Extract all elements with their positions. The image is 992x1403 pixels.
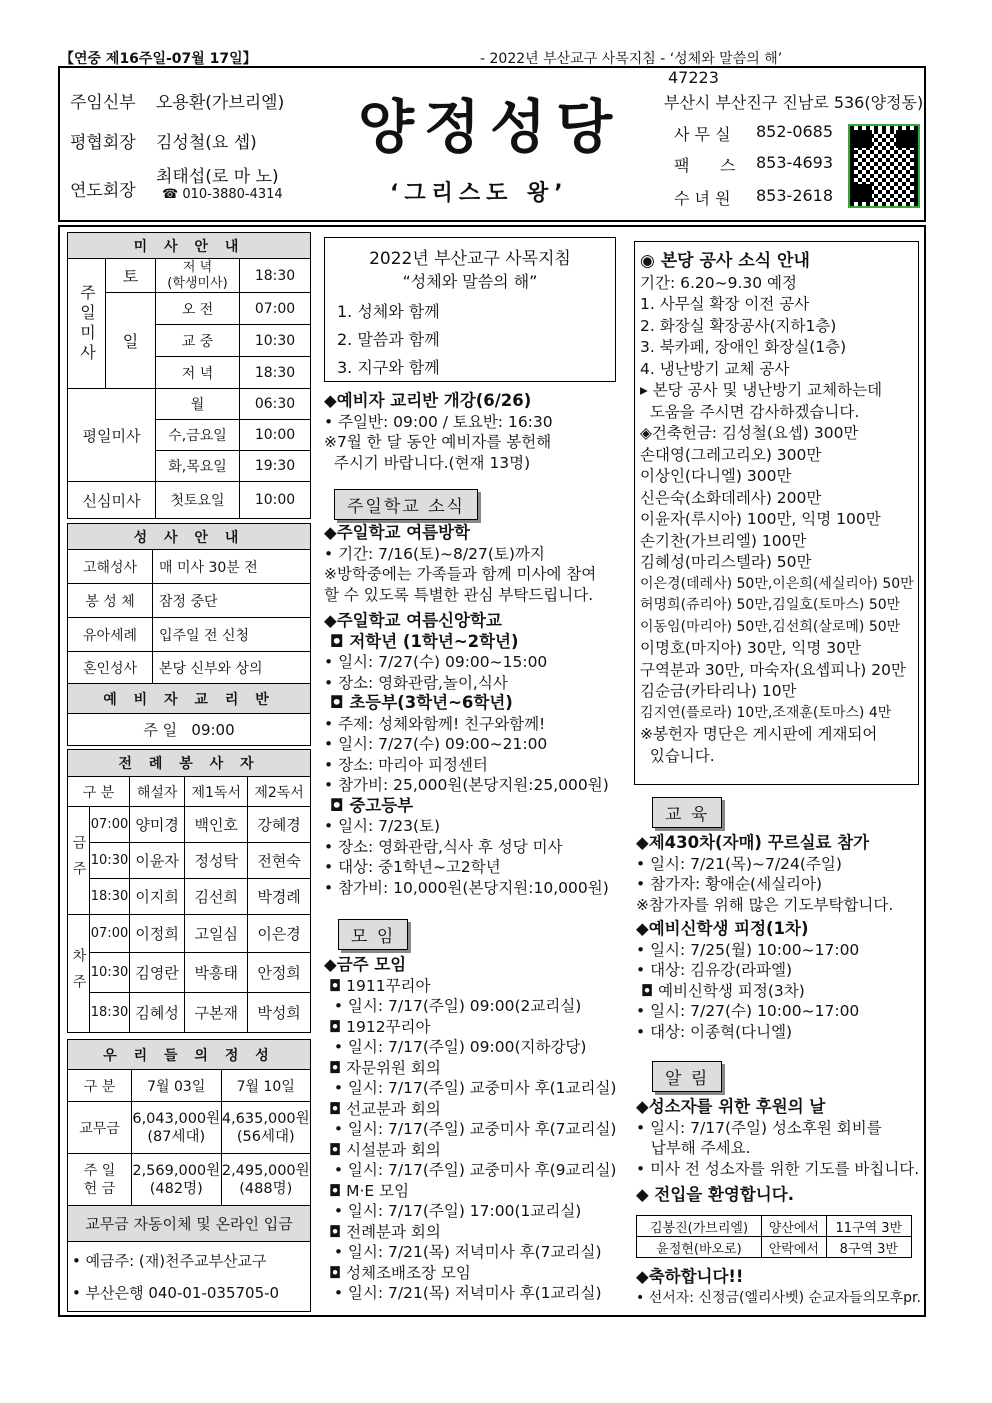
server-name: 양미경 [130,807,185,843]
transfer-header: 교무금 자동이체 및 온라인 입금 [68,1206,311,1242]
servers-col: 제1독서 [185,777,248,807]
convent-phone: 853-2618 [756,186,834,205]
notice-tag: 알 림 [652,1061,722,1092]
server-time: 07:00 [90,915,130,953]
year-head: 최태섭(로 마 노) [156,167,279,187]
notice-line: 주시기 바랍니다.(현재 13명) [324,453,531,472]
server-name: 전현숙 [248,843,311,879]
notice-line: 기간: 6.20~9.30 예정 [640,273,797,292]
sunday-mass-name: 저 녁 [156,357,240,389]
sunday-mass-time: 18:30 [240,357,311,389]
notice-subheading: ◘ 성체조배조장 모임 [324,1263,471,1282]
guideline-item: 3. 지구와 함께 [337,358,440,377]
notice-line: • 대상: 김유강(라파엘) [636,961,793,979]
issue-label: 【연중 제16주일-07월 17일】 [60,51,257,67]
sunday-label: 일 [106,293,156,389]
notice-line: • 일시: 7/17(주일) 교중미사 후(7교리실) [324,1120,617,1138]
header-box [58,66,926,222]
notice-line: 2. 화장실 확장공사(지하1층) [640,316,837,335]
education-notice [636,833,893,1042]
offering-amount: 6,043,000원 [132,1110,221,1127]
notice-subheading: ◘ 중고등부 [324,795,414,815]
weekday-day: 월 [156,389,240,420]
notice-line: • 일시: 7/27(수) 09:00~15:00 [324,653,548,671]
education-tag: 교 육 [652,797,722,828]
construction-notice [640,251,914,767]
offering-col: 7월 10일 [221,1070,311,1102]
donor-line: 구역분과 30만, 마숙자(요셉피나) 20만 [640,660,906,679]
notice-heading: ◆축하합니다!! [636,1267,744,1286]
notice-line: • 일시: 7/21(목)~7/24(주일) [636,854,842,873]
servers-col: 제2독서 [248,777,311,807]
notice-heading: ◆예비자 교리반 개강(6/26) [324,391,532,410]
guideline-title: 2022년 부산교구 사목지침 [369,249,571,269]
main-box [58,225,926,1317]
notice-line: 할 수 있도록 특별한 관심 부탁드립니다. [324,585,594,604]
sacrament-info: 입주일 전 신청 [153,618,311,652]
donor-line: 이명호(마지아) 30만, 익명 30만 [640,639,861,657]
servers-header: 전 례 봉 사 자 [68,750,311,777]
newcomer-from: 안락에서 [762,1237,827,1258]
notice-line: • 주일반: 09:00 / 토요반: 16:30 [324,412,553,431]
donor-line: 김순금(카타리나) 10만 [640,682,797,700]
notice-line: • 일시: 7/27(수) 10:00~17:00 [636,1002,860,1020]
council-name: 김성철(요 셉) [156,133,257,153]
account-owner: • 예금주: (재)천주교부산교구 [72,1251,267,1270]
server-name: 구본재 [185,993,248,1033]
server-name: 백인호 [185,807,248,843]
server-name: 이지희 [130,879,185,915]
offering-amount: 4,635,000원 [221,1110,310,1127]
welcome-table [636,1215,912,1258]
general-notice [636,1097,919,1206]
sacrament-table [67,523,311,746]
server-time: 07:00 [90,807,130,843]
notice-line: ※방학중에는 가족들과 함께 미사에 참여 [324,565,597,583]
notice-line: • 일시: 7/27(수) 09:00~21:00 [324,735,548,753]
guideline-motto: “성체와 말씀의 해” [402,272,538,291]
notice-line: • 일시: 7/17(주일) 17:00(1교리실) [324,1202,582,1220]
council-label: 평협회장 [70,133,136,153]
zip-code: 47223 [668,68,719,87]
server-time: 18:30 [90,993,130,1033]
feast-subtitle: ‘그리스도 왕’ [390,181,569,206]
office-phone: 852-0685 [756,122,834,141]
notice-subheading: ◘ 예비신학생 피정(3차) [636,981,805,1000]
offering-type: 주 일 헌 금 [68,1154,132,1206]
server-name: 박성희 [248,993,311,1033]
notice-subheading: ◘ 자문위원 회의 [324,1058,441,1077]
donor-line: 김지연(플로라) 10만,조재훈(토마스) 4만 [640,704,892,721]
qr-code[interactable] [848,124,920,208]
server-name: 박흥태 [185,953,248,993]
server-name: 박경례 [248,879,311,915]
bank-account: • 부산은행 040-01-035705-0 [72,1283,280,1302]
sacrament-info: 매 미사 30분 전 [153,550,311,584]
guideline-item: 1. 성체와 함께 [337,302,440,321]
notice-line: • 장소: 영화관람,놀이,식사 [324,673,508,692]
weekday-mass-label: 평일미사 [68,389,156,482]
servers-table [67,749,311,1033]
sacrament-name: 유아세례 [68,618,153,652]
offering-amount: 2,569,000원 [132,1162,221,1179]
notice-line: • 참가비: 10,000원(본당지원:10,000원) [324,878,609,897]
catechumen-time: 주 일 09:00 [68,714,311,746]
student-mass-note: (학생미사) [167,275,228,291]
notice-line: 있습니다. [640,746,715,765]
notice-subheading: ◘ 전례분과 회의 [324,1222,441,1241]
newcomer-name: 윤정현(바오로) [637,1237,762,1258]
notice-line: • 일시: 7/17(주일) 09:00(2교리실) [324,997,582,1015]
saturday-time: 18:30 [240,259,311,293]
notice-line: • 일시: 7/17(주일) 성소후원 회비를 [636,1118,882,1137]
notice-line: • 일시: 7/25(월) 10:00~17:00 [636,940,860,959]
pastor-label: 주임신부 [70,93,136,113]
mass-table [67,232,311,519]
notice-line: ▸ 본당 공사 및 냉난방기 교체하는데 [640,381,883,399]
server-name: 김선희 [185,879,248,915]
catechumen-header: 예 비 자 교 리 반 [68,684,311,714]
devotion-time: 10:00 [240,482,311,519]
offering-count: (56세대) [236,1128,295,1145]
offering-header: 우 리 들 의 정 성 [68,1040,311,1070]
offering-col: 구 분 [68,1070,132,1102]
offering-type: 교무금 [68,1102,132,1154]
notice-line: • 일시: 7/21(목) 저녁미사 후(1교리실) [324,1284,602,1302]
notice-heading: ◆성소자를 위한 후원의 날 [636,1097,826,1116]
server-time: 18:30 [90,879,130,915]
servers-col: 해설자 [130,777,185,807]
sunday-mass-name: 교 중 [156,325,240,357]
sacrament-name: 고해성사 [68,550,153,584]
next-week-label: 차주 [68,915,90,1033]
notice-line: • 일시: 7/17(주일) 교중미사 후(9교리실) [324,1161,617,1179]
notice-subheading: ◘ 저학년 (1학년~2학년) [324,631,519,651]
mass-header: 미 사 안 내 [68,233,311,259]
offering-count: (482명) [149,1180,203,1197]
server-name: 정성탁 [185,843,248,879]
donor-line: 이상인(다니엘) 300만 [640,467,792,485]
donor-line: 이동임(마리아) 50만,김선희(살로메) 50만 [640,618,901,635]
donor-line: 이윤자(루시아) 100만, 익명 100만 [640,510,881,528]
convent-label: 수 녀 원 [674,189,731,208]
server-name: 이윤자 [130,843,185,879]
offering-col: 7월 03일 [132,1070,222,1102]
weekday-time: 06:30 [240,389,311,420]
server-time: 10:30 [90,843,130,879]
year-label: 연도회장 [70,181,136,201]
saturday-evening: 저 녁 [182,259,213,275]
notice-line: • 일시: 7/17(주일) 09:00(지하강당) [324,1038,587,1056]
notice-line: • 장소: 마리아 피정센터 [324,755,488,774]
notice-heading: ◆주일학교 여름신앙학교 [324,611,502,630]
notice-line: • 일시: 7/21(목) 저녁미사 후(7교리실) [324,1243,602,1261]
notice-line: • 선서자: 신정금(엘리사벳) 순교자들의모후pr. [636,1289,921,1306]
server-name: 김영란 [130,953,185,993]
sunday-mass-time: 10:30 [240,325,311,357]
notice-line: • 일시: 7/23(토) [324,817,441,835]
weekday-time: 10:00 [240,420,311,451]
notice-line: 3. 북카페, 장애인 화장실(1층) [640,338,847,356]
sacrament-info: 본당 신부와 상의 [153,652,311,684]
sunday-school-notice [324,523,609,898]
sunday-school-tag: 주일학교 소식 [334,489,478,520]
sunday-mass-label: 주일미사 [68,259,106,389]
notice-line: • 대상: 중1학년~고2학년 [324,858,501,876]
notice-line: 4. 냉난방기 교체 공사 [640,359,790,378]
top-line [60,46,926,68]
notice-subheading: ◘ M·E 모임 [324,1181,410,1200]
meeting-notice [324,955,616,1304]
sacrament-name: 혼인성사 [68,652,153,684]
notice-line: 도움을 주시면 감사하겠습니다. [640,402,860,421]
notice-line: • 미사 전 성소자를 위한 기도를 바칩니다. [636,1159,920,1178]
notice-heading: ◆ 전입을 환영합니다. [636,1185,794,1204]
catechumen-notice [324,391,553,473]
notice-line: 납부해 주세요. [636,1139,751,1157]
newcomer-from: 양산에서 [762,1216,827,1237]
notice-subheading: ◘ 선교분과 회의 [324,1099,441,1118]
notice-subheading: ◘ 1912꾸리아 [324,1017,431,1036]
fax-label: 팩 스 [674,156,736,175]
donor-line: 신은숙(소화데레사) 200만 [640,488,822,507]
offering-count: (87세대) [147,1128,206,1145]
server-name: 고일심 [185,915,248,953]
notice-heading: ◆제430차(자매) 꾸르실료 참가 [636,833,870,852]
sunday-mass-time: 07:00 [240,293,311,325]
notice-line: ※7월 한 달 동안 예비자를 봉헌해 [324,433,552,451]
offering-count: (488명) [239,1180,293,1197]
donor-line: 손대영(그레고리오) 300만 [640,445,822,464]
newcomer-name: 김봉진(가브리엘) [637,1216,762,1237]
server-time: 10:30 [90,953,130,993]
servers-col: 구 분 [68,777,130,807]
devotion-day: 첫토요일 [156,482,240,519]
notice-line: ※봉헌자 명단은 게시판에 게재되어 [640,725,878,743]
server-name: 안정희 [248,953,311,993]
newcomer-district: 8구역 3반 [826,1237,911,1258]
year-phone: ☎ 010-3880-4314 [162,187,283,202]
notice-heading: ◆금주 모임 [324,955,407,974]
notice-line: 1. 사무실 확장 이전 공사 [640,295,810,313]
weekday-day: 수,금요일 [156,420,240,451]
notice-subheading: ◘ 초등부(3학년~6학년) [324,693,513,712]
offering-amount: 2,495,000원 [221,1162,310,1179]
notice-line: • 참가비: 25,000원(본당지원:25,000원) [324,776,609,794]
notice-heading: ◆주일학교 여름방학 [324,523,470,542]
this-week-label: 금주 [68,807,90,915]
sacrament-header: 성 사 안 내 [68,524,311,550]
sacrament-info: 잠정 중단 [153,584,311,618]
weekday-day: 화,목요일 [156,451,240,482]
pastor-name: 오용환(가브리엘) [156,93,285,113]
saturday-label: 토 [106,259,156,293]
donor-line: 허명희(쥬리아) 50만,김일호(토마스) 50만 [640,597,901,613]
notice-heading: ◆예비신학생 피정(1차) [636,919,809,938]
notice-line: • 기간: 7/16(토)~8/27(토)까지 [324,544,545,563]
church-title: 양정성당 [358,93,623,161]
guideline-item: 2. 말씀과 함께 [337,330,440,349]
sacrament-name: 봉 성 체 [68,584,153,618]
server-name: 이정희 [130,915,185,953]
server-name: 이은경 [248,915,311,953]
offering-table [67,1039,311,1312]
notice-line: • 참가자: 황애순(세실리아) [636,875,823,893]
notice-subheading: ◘ 1911꾸리아 [324,976,431,995]
notice-subheading: ◘ 시설분과 회의 [324,1140,441,1159]
sunday-mass-name: 오 전 [156,293,240,325]
fax-number: 853-4693 [756,153,834,172]
devotion-mass-label: 신심미사 [68,482,156,519]
office-label: 사 무 실 [674,125,731,144]
newcomer-district: 11구역 3반 [826,1216,911,1237]
guideline-box [324,237,616,382]
address: 부산시 부산진구 진남로 536(양정동) [664,93,924,112]
notice-line: • 대상: 이종혁(다니엘) [636,1022,793,1041]
donor-line: 김혜성(마리스텔라) 50만 [640,553,812,571]
donor-line: ◈건축헌금: 김성철(요셉) 300만 [640,424,859,442]
server-name: 강혜경 [248,807,311,843]
weekday-time: 19:30 [240,451,311,482]
diocese-motto: - 2022년 부산교구 사목지침 - ‘성체와 말씀의 해’ [480,51,783,67]
donor-line: 손기찬(가브리엘) 100만 [640,531,807,550]
notice-line: • 장소: 영화관람,식사 후 성당 미사 [324,837,563,856]
meeting-tag: 모 임 [338,919,408,950]
donor-line: 이은경(데레사) 50만,이은희(세실리아) 50만 [640,575,914,592]
notice-line: • 주제: 성체와함께! 친구와함께! [324,714,546,733]
notice-heading: ◉ 본당 공사 소식 안내 [640,251,810,271]
server-name: 김혜성 [130,993,185,1033]
congrats-notice [636,1267,921,1308]
notice-line: ※참가자를 위해 많은 기도부탁합니다. [636,895,894,914]
notice-line: • 일시: 7/17(주일) 교중미사 후(1교리실) [324,1079,617,1097]
